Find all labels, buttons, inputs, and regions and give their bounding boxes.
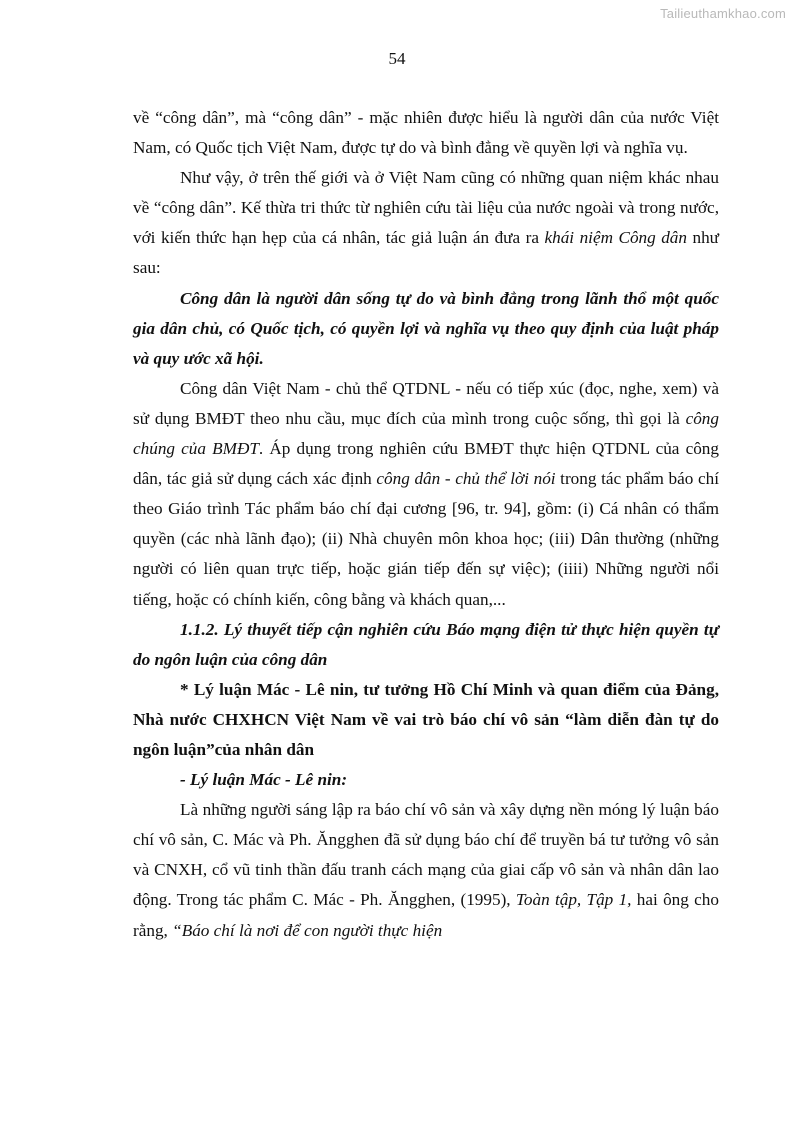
italic-term: công chúng của BMĐT (133, 408, 719, 459)
italic-term: công dân - chủ thể lời nói (376, 469, 556, 489)
subheading-marx-lenin: - Lý luận Mác - Lê nin: (180, 770, 348, 790)
paragraph-vietnam-citizen (133, 374, 719, 615)
page-number: 54 (388, 49, 406, 68)
paragraph-text: trong tác phẩm báo chí theo Giáo trình Tác phẩm báo chí đại cương [96, tr. 94], gồm: (i) Cá nhân có thẩm quyền (các nhà lãnh đạo); (ii) Nhà chuyên môn khoa học; (iii) Dân thường (những người có liên quan trực tiếp, hoặc gián tiếp đến sự việc); (iiii) Những người nổi tiếng, hoặc có chính kiến, công bằng và khách quan,... (133, 469, 719, 609)
paragraph-continuation: về “công dân”, mà “công dân” - mặc nhiên được hiểu là người dân của nước Việt Nam, có Quốc tịch Việt Nam, được tự do và bình đẳng về quyền lợi và nghĩa vụ. (133, 108, 719, 158)
italic-term: khái niệm Công dân (544, 228, 687, 248)
paragraph-text: Công dân Việt Nam - chủ thể QTDNL - nếu có tiếp xúc (đọc, nghe, xem) và sử dụng BMĐT theo nhu cầu, mục đích của mình trong cuộc sống, thì gọi là (133, 378, 719, 428)
paragraph-text: Là những người sáng lập ra báo chí vô sản và xây dựng nền móng lý luận báo chí vô sản, C. Mác và Ph. Ăngghen đã sử dụng báo chí để truyền bá tư tưởng vô sản và CNXH, cổ vũ tinh thần đấu tranh cách mạng của giai cấp vô sản và nhân dân lao động. Trong tác phẩm C. Mác - Ph. Ăngghen, (1995), (133, 800, 719, 910)
citizen-definition: Công dân là người dân sống tự do và bình đẳng trong lãnh thổ một quốc gia dân chủ, có Quốc tịch, có quyền lợi và nghĩa vụ theo quy định của luật pháp và quy ước xã hội. (133, 288, 719, 368)
paragraph-text: . Áp dụng trong nghiên cứu BMĐT thực hiện QTDNL của công dân, tác giả sử dụng cách xác định (133, 439, 719, 489)
paragraph-text: hai ông cho rằng, (133, 890, 719, 940)
section-heading-marxism: * Lý luận Mác - Lê nin, tư tưởng Hồ Chí Minh và quan điểm của Đảng, Nhà nước CHXHCN Việt Nam về vai trò báo chí vô sản “làm diễn đàn tự do ngôn luận”của nhân dân (133, 679, 719, 759)
paragraph-founders (133, 795, 719, 945)
document-body (133, 103, 719, 946)
section-heading-1-1-2: 1.1.2. Lý thuyết tiếp cận nghiên cứu Báo mạng điện tử thực hiện quyền tự do ngôn luận của công dân (133, 619, 719, 669)
paragraph-text: Như vậy, ở trên thế giới và ở Việt Nam cũng có những quan niệm khác nhau về “công dân”. Kế thừa tri thức từ nghiên cứu tài liệu của nước ngoài và trong nước, với kiến thức hạn hẹp của cá nhân, tác giả luận án đưa ra (133, 168, 719, 248)
watermark: Tailieuthamkhao.com (660, 6, 786, 21)
book-title: Toàn tập, Tập 1, (515, 890, 632, 910)
paragraph-citizen-concepts (133, 163, 719, 283)
paragraph-tail: như sau: (133, 228, 719, 278)
quotation: “Báo chí là nơi để con người thực hiện (172, 920, 443, 940)
